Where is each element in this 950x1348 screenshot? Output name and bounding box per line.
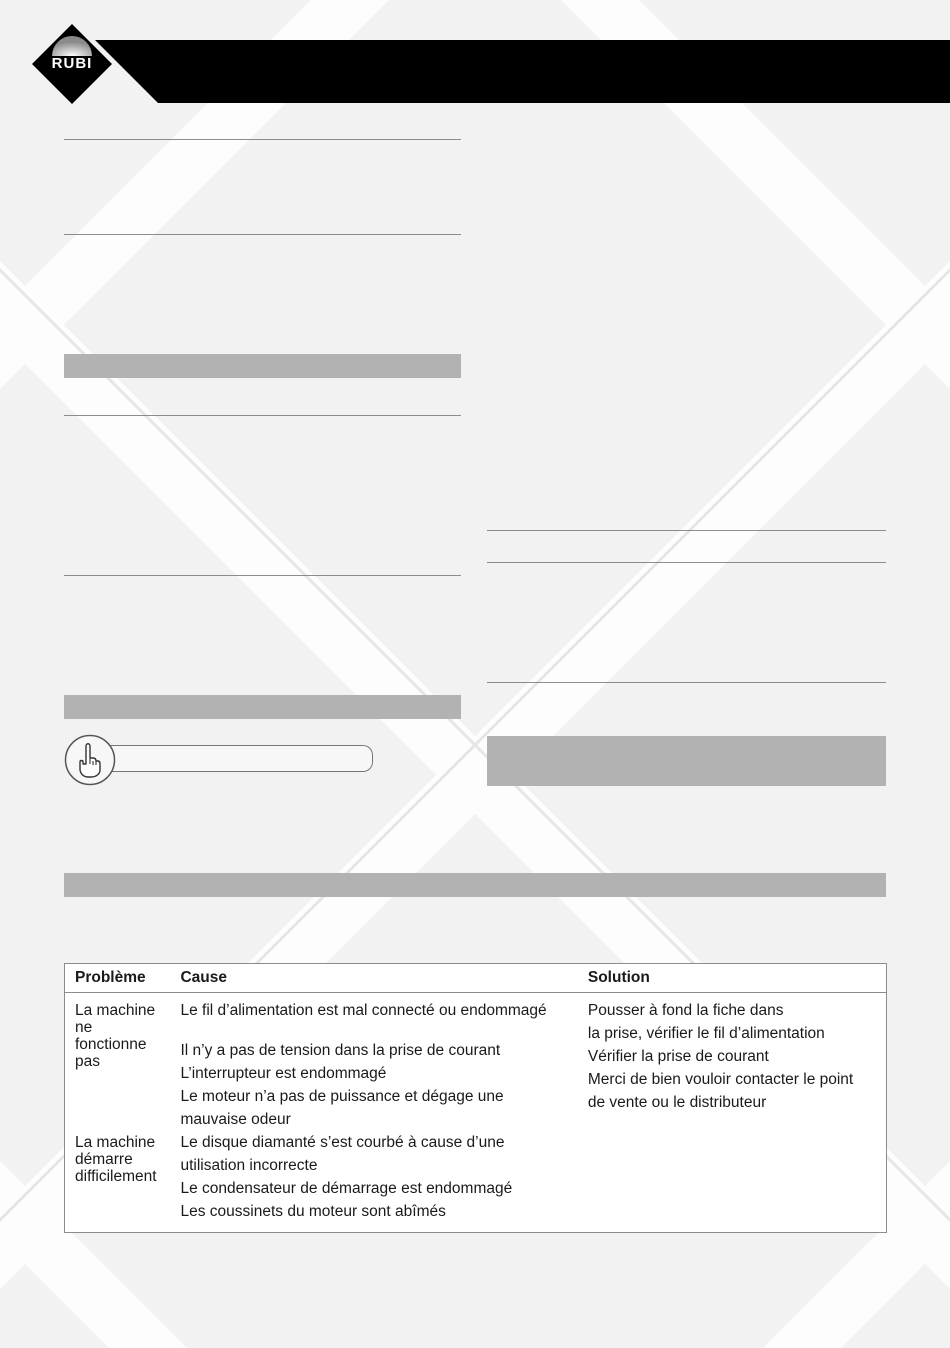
cause-cell — [170, 993, 577, 1135]
problem-line: ne fonctionne — [75, 1019, 147, 1053]
logo-text: RUBI — [51, 55, 93, 72]
problem-cell — [65, 993, 171, 1135]
column-header-solution: Solution — [578, 964, 887, 993]
cause-item: Les coussinets du moteur sont abîmés — [180, 1203, 446, 1220]
section-bar — [64, 354, 461, 378]
problem-line: La machine — [75, 1134, 156, 1151]
cause-item: Il n’y a pas de tension dans la prise de courant — [180, 1042, 501, 1059]
solution-item: Pousser à fond la fiche dans la prise, vérifier le fil d’alimentation — [587, 1002, 825, 1042]
table-row — [65, 1134, 887, 1233]
solution-item: Merci de bien vouloir contacter le point de vente ou le distributeur — [587, 1071, 854, 1111]
problem-line: démarre — [75, 1151, 133, 1168]
divider-rule — [64, 575, 461, 576]
header-bar — [95, 40, 950, 103]
note-box — [106, 745, 373, 772]
divider-rule — [64, 139, 461, 140]
section-bar-wide — [64, 873, 886, 897]
section-bar — [64, 695, 461, 719]
divider-rule — [487, 682, 886, 683]
cause-item: Le condensateur de démarrage est endommagé — [180, 1180, 513, 1197]
cause-item: L’interrupteur est endommagé — [180, 1065, 387, 1082]
table-header-row — [65, 964, 887, 993]
solution-item: Vérifier la prise de courant — [587, 1048, 769, 1065]
divider-rule — [487, 530, 886, 531]
pointing-finger-icon — [64, 734, 116, 786]
cause-cell — [170, 1134, 577, 1233]
problem-line: pas — [75, 1053, 100, 1070]
table-row — [65, 993, 887, 1135]
troubleshooting-table — [64, 963, 887, 1233]
cause-item: Le disque diamanté s’est courbé à cause d’une utilisation incorrecte — [180, 1134, 505, 1174]
divider-rule — [64, 234, 461, 235]
cause-item: Le fil d’alimentation est mal connecté ou endommagé — [180, 1002, 547, 1019]
solution-cell-empty — [578, 1134, 887, 1233]
section-bar — [487, 736, 886, 786]
problem-cell — [65, 1134, 171, 1233]
solution-cell — [578, 993, 887, 1135]
column-header-cause: Cause — [170, 964, 577, 993]
problem-line: La machine — [75, 1002, 156, 1019]
divider-rule — [64, 415, 461, 416]
cause-item: Le moteur n’a pas de puissance et dégage une mauvaise odeur — [180, 1088, 504, 1128]
column-header-problem: Problème — [65, 964, 171, 993]
divider-rule — [487, 562, 886, 563]
problem-line: difficilement — [75, 1168, 157, 1185]
